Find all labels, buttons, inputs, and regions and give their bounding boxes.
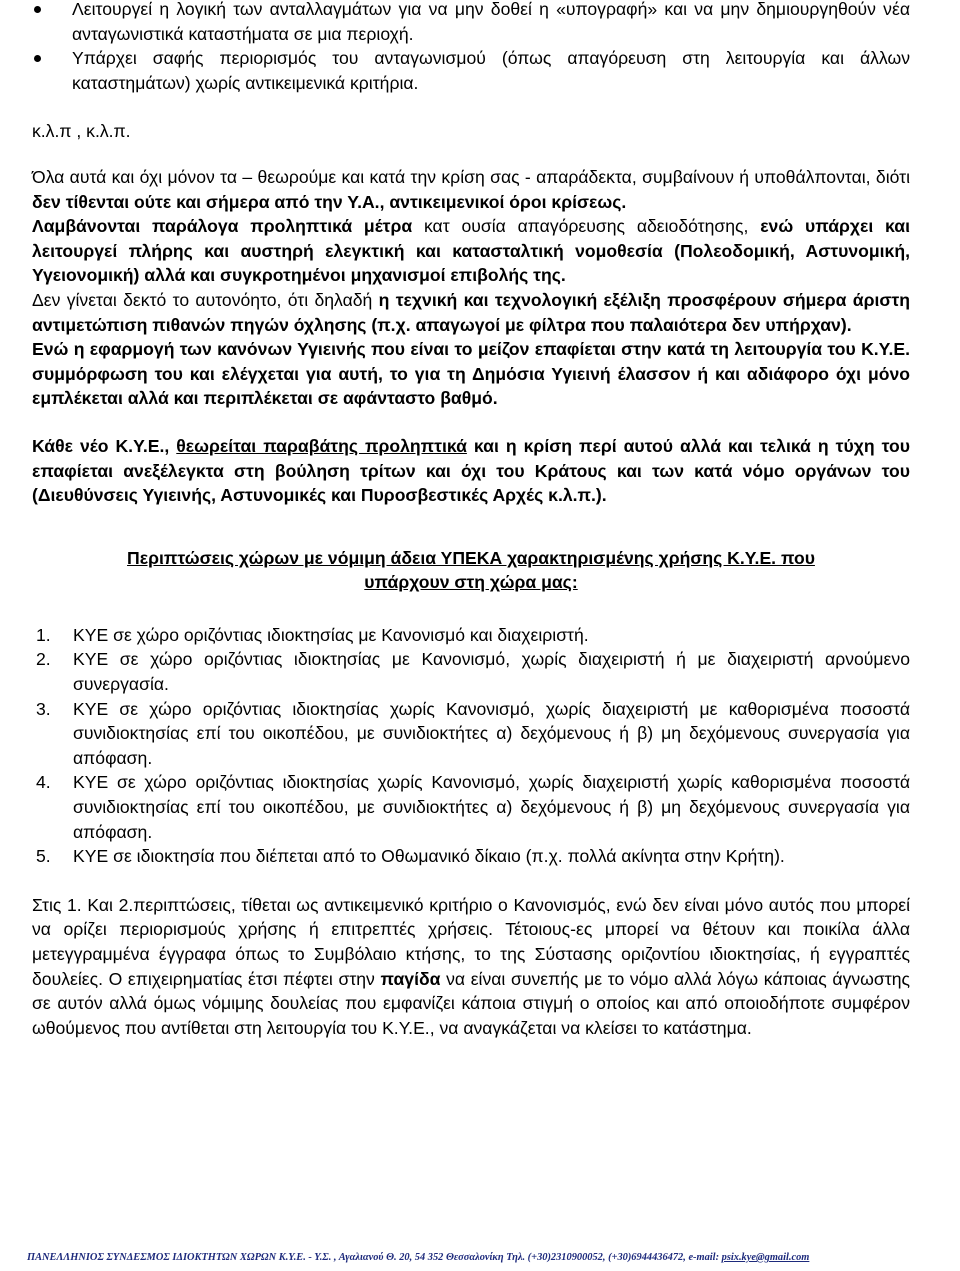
section-heading bbox=[32, 546, 910, 595]
case-text: ΚΥΕ σε χώρο οριζόντιας ιδιοκτησίας χωρίς Κανονισμό, χωρίς διαχειριστή με καθορισμένα ποσοστά συνιδιοκτησίας επί του οικοπέδου, με συνιδιοκτήτες α) δεχόμενους ή β) μη δεχόμενους συνεργασία για απόφαση. bbox=[73, 698, 910, 768]
heading-line-2: υπάρχουν στη χώρα μας: bbox=[364, 572, 578, 593]
stis-bold-text: παγίδα bbox=[380, 968, 441, 989]
footer-email-link[interactable]: psix.kye@gmail.com bbox=[721, 1252, 810, 1263]
case-text: ΚΥΕ σε χώρο οριζόντιας ιδιοκτησίας με Κανονισμό, χωρίς διαχειριστή ή με διαχειριστή αρνούμενο συνεργασία. bbox=[73, 649, 910, 695]
bullet-dot-icon bbox=[34, 55, 41, 62]
kathe-underlined-text: θεωρείται παραβάτης προληπτικά bbox=[176, 435, 467, 456]
lamv-bold-text-2: ενώ υπάρχει και λειτουργεί πλήρης και αυστηρή ελεγκτική και κατασταλτική νομοθεσία (Πολεοδομική, Αστυνομική, Υγειονομική) αλλά και συγκροτημένοι μηχανισμοί επιβολής της. bbox=[32, 216, 910, 286]
paragraph-den-ginetai bbox=[32, 288, 910, 337]
bullet-text: Υπάρχει σαφής περιορισμός του ανταγωνισμού (όπως απαγόρευση στη λειτουργία και άλλων καταστημάτων) χωρίς αντικειμενικά κριτήρια. bbox=[72, 48, 910, 93]
lamv-bold-text-1: Λαμβάνονται παράλογα προληπτικά μέτρα bbox=[32, 216, 413, 237]
case-number: 4. bbox=[36, 772, 51, 793]
eno-bold-text: Ενώ η εφαρμογή των κανόνων Υγιεινής που είναι το μείζον επαφίεται στην κατά τη λειτουργία του Κ.Υ.Ε. συμμόρφωση του και ελέγχεται για αυτή, το για τη Δημόσια Υγιεινή έλασσον ή και αδιάφορο όχι μόνο εμπλέκεται αλλά και περιπλέκεται σε αφάνταστο βαθμό. bbox=[32, 339, 910, 409]
bullet-item bbox=[32, 0, 910, 46]
page-footer bbox=[27, 1252, 955, 1263]
footer-text: ΠΑΝΕΛΛΗΝΙΟΣ ΣΥΝΔΕΣΜΟΣ ΙΔΙΟΚΤΗΤΩΝ ΧΩΡΩΝ Κ.Υ.Ε. - Υ.Σ. , Αγαλιανού Θ. 20, 54 352 Θεσσαλονίκη Τηλ. (+30)2310900052, (+30)6944436472, e-mail: bbox=[27, 1252, 722, 1263]
case-item bbox=[32, 623, 910, 648]
case-item bbox=[32, 647, 910, 696]
bullet-item bbox=[32, 46, 910, 95]
kathe-bold-text-1: Κάθε νέο Κ.Υ.Ε., bbox=[32, 435, 170, 456]
etc-line: κ.λ.π , κ.λ.π. bbox=[32, 121, 131, 142]
cases-list bbox=[32, 623, 910, 869]
bullet-list bbox=[32, 0, 910, 95]
case-text: ΚΥΕ σε ιδιοκτησία που διέπεται από το Οθωμανικό δίκαιο (π.χ. πολλά ακίνητα στην Κρήτη). bbox=[73, 846, 785, 867]
paragraph-stis bbox=[32, 893, 910, 1041]
document-body bbox=[32, 0, 910, 1040]
heading-line-1: Περιπτώσεις χώρων με νόμιμη άδεια ΥΠΕΚΑ χαρακτηρισμένης χρήσης Κ.Υ.Ε. που bbox=[127, 547, 815, 568]
case-item bbox=[32, 770, 910, 844]
case-number: 5. bbox=[36, 846, 51, 867]
den-bold-text: η τεχνική και τεχνολογική εξέλιξη προσφέρουν σήμερα άριστη αντιμετώπιση πιθανών πηγών όχλησης (π.χ. απαγωγοί με φίλτρα που παλαιότερα δεν υπήρχαν). bbox=[32, 289, 910, 335]
case-number: 3. bbox=[36, 698, 51, 719]
case-text: ΚΥΕ σε χώρο οριζόντιας ιδιοκτησίας χωρίς Κανονισμό, χωρίς διαχειριστή χωρίς καθορισμένα ποσοστά συνιδιοκτησίας επί του οικοπέδου, με συνιδιοκτήτες α) δεχόμενους ή β) μη δεχόμενους συνεργασία για απόφαση. bbox=[73, 772, 910, 842]
case-number: 2. bbox=[36, 649, 51, 670]
case-number: 1. bbox=[36, 624, 51, 645]
stis-normal-text-2: να είναι συνεπής με το νόμο αλλά λόγω κάποιας άγνωστης σε αυτόν αλλά όμως νόμιμης δουλείας που εμφανίζει κάποια στιγμή ο οποίος και από οποιοδήποτε συμφέρον ωθούμενος που αντίθεται στη λειτουργία του Κ.Υ.Ε., να αναγκάζεται να κλείσει το κατάστημα. bbox=[32, 968, 910, 1038]
case-text: ΚΥΕ σε χώρο οριζόντιας ιδιοκτησίας με Κανονισμό και διαχειριστή. bbox=[73, 624, 589, 645]
case-item bbox=[32, 844, 910, 869]
ola-normal-text: Όλα αυτά και όχι μόνον τα – θεωρούμε και κατά την κρίση σας - απαράδεκτα, συμβαίνουν ή υποθάλπονται, διότι bbox=[32, 166, 910, 187]
stis-normal-text-1: Στις 1. Και 2.περιπτώσεις, τίθεται ως αντικειμενικό κριτήριο ο Κανονισμός, ενώ δεν είναι μόνο αυτός που μπορεί να ορίζει περιορισμούς χρήσης ή επιτρεπτές χρήσεις. Τέτοιους-ες μπορεί να θέτουν και ποικίλα άλλα μετεγγραμμένα έγγραφα όπως το Συμβόλαιο κτήσης, το της Σύστασης οριζοντίου ιδιοκτησίας, ή εγγραπτές δουλείες. Ο επιχειρηματίας έτσι πέφτει στην bbox=[32, 894, 910, 989]
lamv-normal-text: κατ ουσία απαγόρευσης αδειοδότησης, bbox=[412, 216, 761, 237]
paragraph-eno bbox=[32, 337, 910, 411]
den-normal-text: Δεν γίνεται δεκτό το αυτονόητο, ότι δηλαδή bbox=[32, 289, 379, 310]
bullet-text: Λειτουργεί η λογική των ανταλλαγμάτων για να μην δοθεί η «υπογραφή» και να μην δημιουργηθούν νέα ανταγωνιστικά καταστήματα σε μια περιοχή. bbox=[72, 0, 910, 44]
paragraph-kathe-neo bbox=[32, 434, 910, 508]
paragraph-ola bbox=[32, 165, 910, 214]
ola-bold-text: δεν τίθενται ούτε και σήμερα από την Υ.Α., αντικειμενικοί όροι κρίσεως. bbox=[32, 191, 627, 212]
case-item bbox=[32, 697, 910, 771]
kathe-bold-text-2: και η κρίση περί αυτού αλλά και τελικά η τύχη του επαφίεται ανεξέλεγκτα στη βούληση τρίτων και όχι του Κράτους και των κατά νόμο οργάνων του (Διευθύνσεις Υγιεινής, Αστυνομικές και Πυροσβεστικές Αρχές κ.λ.π.). bbox=[32, 435, 910, 506]
bullet-dot-icon bbox=[34, 6, 41, 13]
paragraph-lamvanontai bbox=[32, 214, 910, 288]
